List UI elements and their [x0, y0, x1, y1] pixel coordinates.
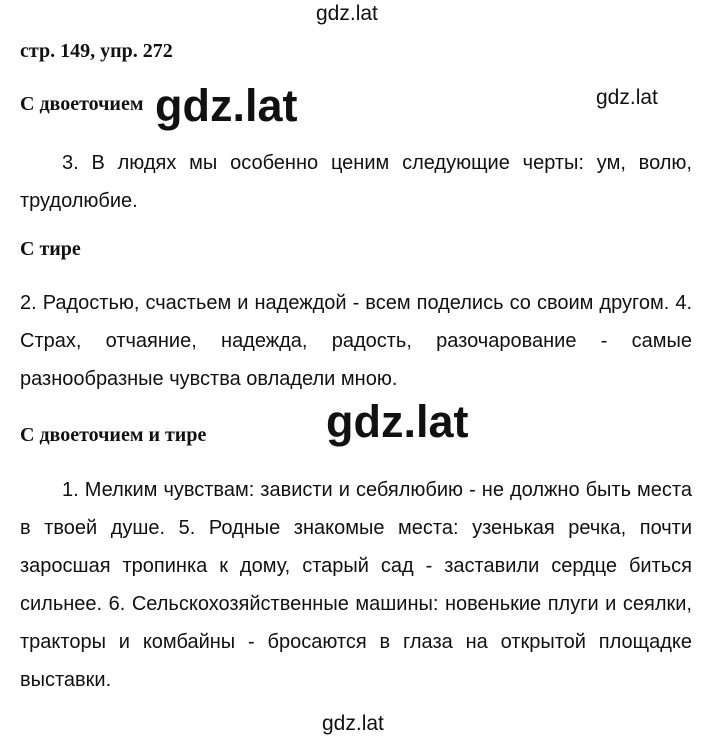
watermark-bottom: gdz.lat: [322, 712, 384, 735]
section-heading-colon-and-dash: С двоеточием и тире: [20, 424, 207, 446]
watermark-right: gdz.lat: [596, 86, 658, 109]
watermark-top: gdz.lat: [316, 2, 378, 25]
section-text-colon: 3. В людях мы особенно ценим следующие черты: ум, волю, трудолюбие.: [20, 152, 692, 212]
section-heading-colon: С двоеточием: [20, 93, 144, 115]
exercise-reference: стр. 149, упр. 272: [20, 40, 173, 62]
watermark-large-2: gdz.lat: [326, 396, 469, 447]
section-text-colon-and-dash: 1. Мелким чувствам: зависти и себялюбию - не должно быть места в твоей душе. 5. Родные знакомые места: узенькая речка, почти заросшая тропинка к дому, старый сад - заставили сердце биться сильнее. 6. Сельскохозяйственные машины: новенькие плуги и сеялки, тракторы и комбайны - бросаются в глаза на открытой площадке выставки.: [20, 479, 692, 691]
watermark-large-1: gdz.lat: [155, 80, 298, 131]
section-heading-dash: С тире: [20, 238, 81, 260]
section-text-dash: 2. Радостью, счастьем и надеждой - всем поделись со своим другом. 4. Страх, отчаяние, надежда, радость, разочарование - самые разнообразные чувства овладели мною.: [20, 292, 692, 390]
